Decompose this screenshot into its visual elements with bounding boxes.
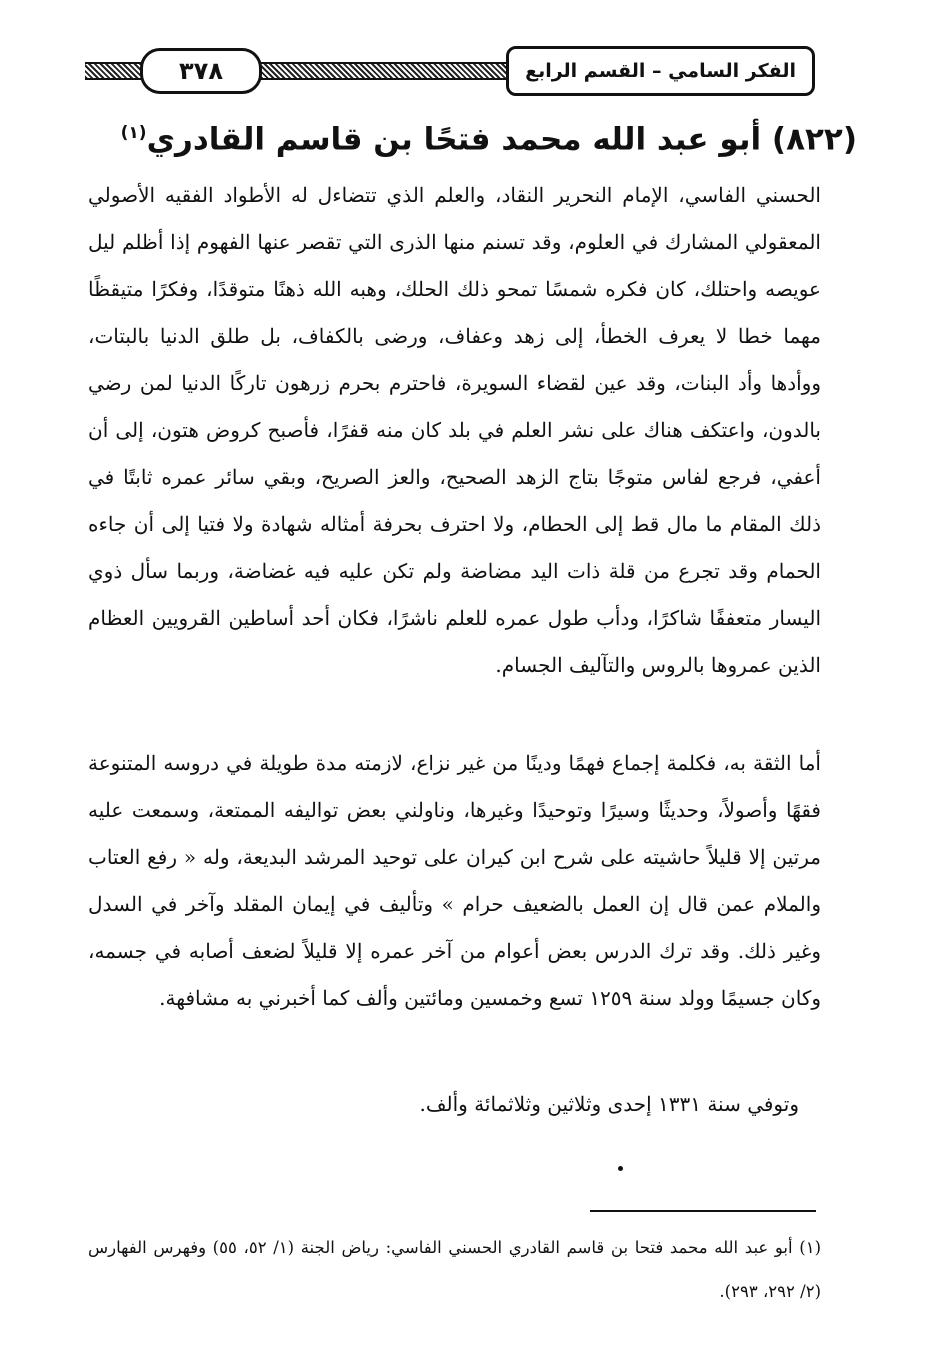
footnote-divider <box>590 1210 816 1212</box>
death-date-text: وتوفي سنة ١٣٣١ إحدى وثلاثين وثلاثمائة وألف. <box>419 1092 799 1116</box>
entry-heading-text: (٨٢٢) أبو عبد الله محمد فتحًا بن قاسم القادري <box>146 121 857 158</box>
entry-heading <box>70 108 857 158</box>
book-title: الفكر السامي – القسم الرابع <box>506 46 815 96</box>
body-paragraph-2: أما الثقة به، فكلمة إجماع فهمًا ودينًا من غير نزاع، لازمته مدة طويلة في دروسه المتنوعة فقهًا وأصولاً، وحديثًا وسيرًا وتوحيدًا وغيرها، وناولني بعض تواليفه الممتعة، وسمعت عليه مرتين إلا قليلاً حاشيته على شرح ابن كيران على توحيد المرشد البديعة، وله « رفع العتاب والملام عمن قال إن العمل بالضعيف حرام » وتأليف في إيمان المقلد وآخر في السدل وغير ذلك. وقد ترك الدرس بعض أعوام من آخر عمره إلا قليلاً لضعف أصابه في جسمه، وكان جسيمًا وولد سنة ١٢٥٩ تسع وخمسين ومائتين وألف كما أخبرني به مشافهة. <box>88 751 821 1010</box>
heading-footnote-marker: (١) <box>120 123 147 143</box>
footnote: (١) أبو عبد الله محمد فتحا بن قاسم القادري الحسني الفاسي: رياض الجنة (١/ ٥٢، ٥٥) وفهرس الفهارس (٢/ ٢٩٢، ٢٩٣). <box>88 1238 821 1301</box>
body-paragraph-1: الحسني الفاسي، الإمام النحرير النقاد، والعلم الذي تتضاءل له الأطواد الفقيه الأصولي المعقولي المشارك في العلوم، وقد تسنم منها الذرى التي تقصر عنها الفهوم إذا أظلم ليل عويصه واحتلك، كان فكره شمسًا تمحو ذلك الحلك، وهبه الله ذهنًا متوقدًا، وفكرًا متيقظًا مهما خطا لا يعرف الخطأ، إلى زهد وعفاف، ورضى بالكفاف، بل طلق الدنيا بالبتات، ووأدها وأد البنات، وقد عين لقضاء السويرة، فاحترم بحرم زرهون تاركًا الدنيا لمن رضي بالدون، واعتكف هناك على نشر العلم في بلد كان منه قفرًا، فأصبح كروض هتون، إلى أن أعفي، فرجع لفاس متوجًا بتاج الزهد الصحيح، والعز الصريح، وبقي سائر عمره ثابتًا في ذلك المقام ما مال قط إلى الحطام، ولا احترف بحرفة أمثاله شهادة ولا فتيا إلى أن جاءه الحمام وقد تجرع من قلة ذات اليد مضاضة ولم تكن عليه فيه غضاضة، وربما سأل ذوي اليسار متعففًا شاكرًا، ودأب طول عمره للعلم ناشرًا، فكان أحد أساطين القرويين العظام الذين عمروها بالروس والتآليف الجسام. <box>88 183 821 677</box>
page-number: ٣٧٨ <box>140 48 262 94</box>
separator-dot <box>618 1166 623 1171</box>
running-header <box>85 40 815 100</box>
body-paragraph-3 <box>88 1081 821 1128</box>
